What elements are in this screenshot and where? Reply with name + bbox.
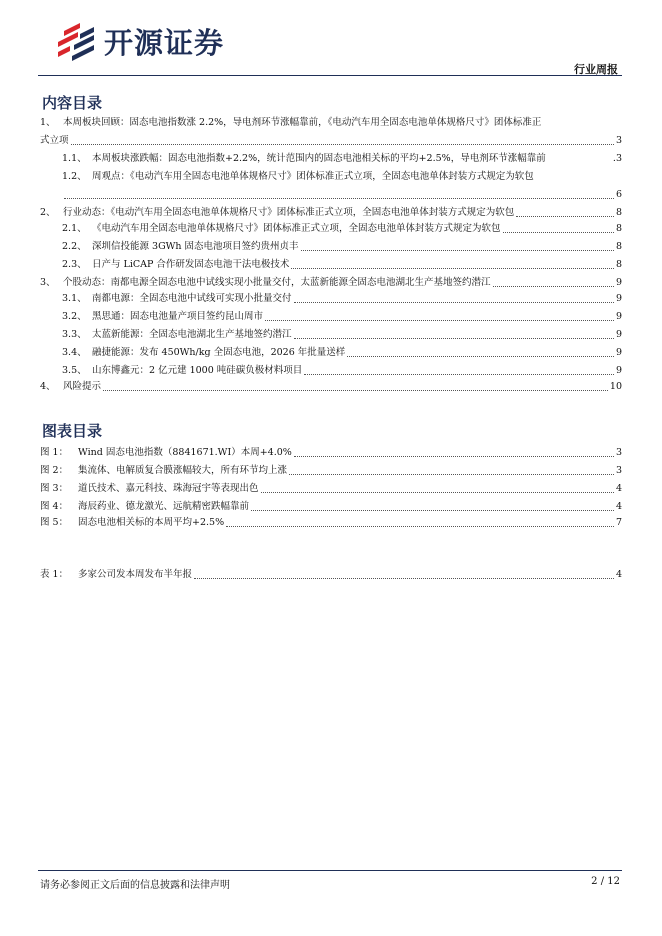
toc-entry-number: 2.2、 bbox=[62, 241, 87, 252]
figure-caption: Wind 固态电池指数（8841671.WI）本周+4.0% bbox=[78, 447, 292, 458]
toc-entry-text: 行业动态：《电动汽车用全固态电池单体规格尺寸》团体标准正式立项，全固态电池单体封装方式规定为软包 bbox=[63, 207, 515, 218]
figure-page-number: 3 bbox=[615, 465, 622, 476]
toc-page-number: 10 bbox=[609, 381, 622, 392]
leader-dots bbox=[64, 198, 614, 199]
company-logo bbox=[50, 18, 224, 64]
toc-entry-3-4[interactable] bbox=[62, 346, 622, 360]
table-page-number: 4 bbox=[615, 569, 622, 580]
toc-entry-text: 个股动态：南都电源全固态电池中试线实现小批量交付，太蓝新能源全固态电池湖北生产基地签约潜江 bbox=[63, 277, 491, 288]
toc-entry-2[interactable] bbox=[40, 206, 622, 220]
leader-dots bbox=[289, 474, 614, 475]
toc-entry-3-3[interactable] bbox=[62, 328, 622, 342]
figure-caption: 海辰药业、德龙激光、远航精密跌幅靠前 bbox=[78, 501, 250, 512]
footer-disclaimer: 请务必参阅正文后面的信息披露和法律声明 bbox=[40, 880, 230, 891]
table-number: 表 1： bbox=[40, 569, 69, 580]
toc-page-number: 9 bbox=[615, 311, 622, 322]
figure-entry-3[interactable] bbox=[40, 482, 622, 496]
toc-entry-text: 式立项 bbox=[40, 135, 69, 146]
toc-page-number: 8 bbox=[615, 259, 622, 270]
toc-entry-text: 南都电源：全固态电池中试线可实现小批量交付 bbox=[92, 293, 292, 304]
leader-dots bbox=[304, 374, 614, 375]
leader-dots bbox=[103, 390, 608, 391]
toc-entry-number: 3.2、 bbox=[62, 311, 87, 322]
toc-entry-1-2-cont[interactable] bbox=[40, 188, 622, 202]
toc-entry-3-1[interactable] bbox=[62, 292, 622, 306]
footer-divider bbox=[38, 870, 622, 871]
leader-dots bbox=[347, 356, 614, 357]
figure-number: 图 5： bbox=[40, 517, 69, 528]
toc-entry-text: 太蓝新能源：全固态电池湖北生产基地签约潜江 bbox=[92, 329, 292, 340]
figure-caption: 道氏技术、嘉元科技、珠海冠宇等表现出色 bbox=[78, 483, 259, 494]
toc-entry-3-2[interactable] bbox=[62, 310, 622, 324]
figure-entry-1[interactable] bbox=[40, 446, 622, 460]
toc-entry-text: 黑思通：固态电池量产项目签约昆山周市 bbox=[92, 311, 264, 322]
toc-entry-number: 3.1、 bbox=[62, 293, 87, 304]
leader-dots bbox=[294, 456, 614, 457]
toc-entry-1-2[interactable] bbox=[62, 170, 622, 184]
toc-page-number: 9 bbox=[615, 365, 622, 376]
toc-page-number: 8 bbox=[615, 207, 622, 218]
leader-dots bbox=[516, 216, 614, 217]
toc-entry-number: 1.1、 bbox=[62, 153, 87, 164]
logo-mark-icon bbox=[50, 18, 100, 64]
toc-entry-number: 1.2、 bbox=[62, 171, 87, 182]
toc-page-number: .3 bbox=[612, 153, 622, 164]
toc-page-number: 8 bbox=[615, 223, 622, 234]
toc-entry-text: 《电动汽车用全固态电池单体规格尺寸》团体标准正式立项，全固态电池单体封装方式规定为软包 bbox=[92, 223, 501, 234]
figure-entry-4[interactable] bbox=[40, 500, 622, 514]
leader-dots bbox=[493, 286, 614, 287]
figure-page-number: 3 bbox=[615, 447, 622, 458]
toc-entry-text: 本周板块涨跌幅：固态电池指数+2.2%，统计范围内的固态电池相关标的平均+2.5%，导电剂环节涨幅靠前 bbox=[92, 153, 546, 164]
leader-dots bbox=[265, 320, 614, 321]
toc-page-number: 9 bbox=[615, 277, 622, 288]
leader-dots bbox=[294, 338, 614, 339]
figure-number: 图 2： bbox=[40, 465, 69, 476]
leader-dots bbox=[294, 302, 614, 303]
toc-page-number: 6 bbox=[615, 189, 622, 200]
toc-entry-2-1[interactable] bbox=[62, 222, 622, 236]
figure-number: 图 1： bbox=[40, 447, 69, 458]
figure-number: 图 3： bbox=[40, 483, 69, 494]
leader-dots bbox=[261, 492, 614, 493]
figure-entry-5[interactable] bbox=[40, 516, 622, 530]
toc-page-number: 3 bbox=[615, 135, 622, 146]
toc-entry-number: 2.1、 bbox=[62, 223, 87, 234]
toc-entry-text: 风险提示 bbox=[63, 381, 102, 392]
toc-entry-text: 周观点：《电动汽车用全固态电池单体规格尺寸》团体标准正式立项，全固态电池单体封装方式规定为软包 bbox=[92, 171, 534, 182]
toc-entry-number: 4、 bbox=[40, 381, 56, 392]
toc-entry-2-2[interactable] bbox=[62, 240, 622, 254]
contents-title: 内容目录 bbox=[42, 94, 103, 112]
figures-title: 图表目录 bbox=[42, 422, 103, 440]
leader-dots bbox=[301, 250, 614, 251]
toc-entry-1-1[interactable] bbox=[62, 152, 622, 166]
leader-dots bbox=[251, 510, 614, 511]
toc-entry-number: 2.3、 bbox=[62, 259, 87, 270]
figure-page-number: 7 bbox=[615, 517, 622, 528]
toc-page-number: 9 bbox=[615, 347, 622, 358]
toc-page-number: 8 bbox=[615, 241, 622, 252]
leader-dots bbox=[291, 268, 614, 269]
toc-entry-text: 融捷能源：发布 450Wh/kg 全固态电池，2026 年批量送样 bbox=[92, 347, 346, 358]
figure-entry-2[interactable] bbox=[40, 464, 622, 478]
toc-entry-3[interactable] bbox=[40, 276, 622, 290]
figure-caption: 集流体、电解质复合膜涨幅较大，所有环节均上涨 bbox=[78, 465, 288, 476]
toc-page-number: 9 bbox=[615, 293, 622, 304]
table-entry-1[interactable] bbox=[40, 568, 622, 582]
figure-number: 图 4： bbox=[40, 501, 69, 512]
leader-dots bbox=[71, 144, 614, 145]
leader-dots bbox=[503, 232, 614, 233]
toc-entry-number: 3.4、 bbox=[62, 347, 87, 358]
toc-entry-2-3[interactable] bbox=[62, 258, 622, 272]
report-type-label: 行业周报 bbox=[574, 63, 618, 76]
table-caption: 多家公司发本周发布半年报 bbox=[78, 569, 193, 580]
toc-entry-3-5[interactable] bbox=[62, 364, 622, 378]
figure-caption: 固态电池相关标的本周平均+2.5% bbox=[78, 517, 225, 528]
toc-entry-text: 日产与 LiCAP 合作研发固态电池干法电极技术 bbox=[92, 259, 290, 270]
header-divider bbox=[38, 75, 622, 76]
leader-dots bbox=[194, 578, 614, 579]
toc-entry-number: 3.5、 bbox=[62, 365, 87, 376]
figure-page-number: 4 bbox=[615, 483, 622, 494]
leader-dots bbox=[226, 526, 614, 527]
toc-entry-4[interactable] bbox=[40, 380, 622, 394]
toc-entry-1-cont[interactable] bbox=[40, 134, 622, 148]
toc-entry-number: 3、 bbox=[40, 277, 56, 288]
toc-entry-1[interactable] bbox=[40, 116, 622, 130]
toc-entry-number: 3.3、 bbox=[62, 329, 87, 340]
page-indicator: 2 / 12 bbox=[591, 876, 620, 887]
toc-entry-number: 1、 bbox=[40, 117, 56, 128]
figure-page-number: 4 bbox=[615, 501, 622, 512]
toc-entry-number: 2、 bbox=[40, 207, 56, 218]
toc-entry-text: 深圳信投能源 3GWh 固态电池项目签约贵州贞丰 bbox=[92, 241, 299, 252]
toc-entry-text: 山东博鑫元：2 亿元建 1000 吨硅碳负极材料项目 bbox=[92, 365, 303, 376]
company-name: 开源证券 bbox=[104, 25, 225, 60]
toc-entry-text: 本周板块回顾：固态电池指数涨 2.2%，导电剂环节涨幅靠前，《电动汽车用全固态电池单体规格尺寸》团体标准正 bbox=[63, 117, 542, 128]
toc-page-number: 9 bbox=[615, 329, 622, 340]
